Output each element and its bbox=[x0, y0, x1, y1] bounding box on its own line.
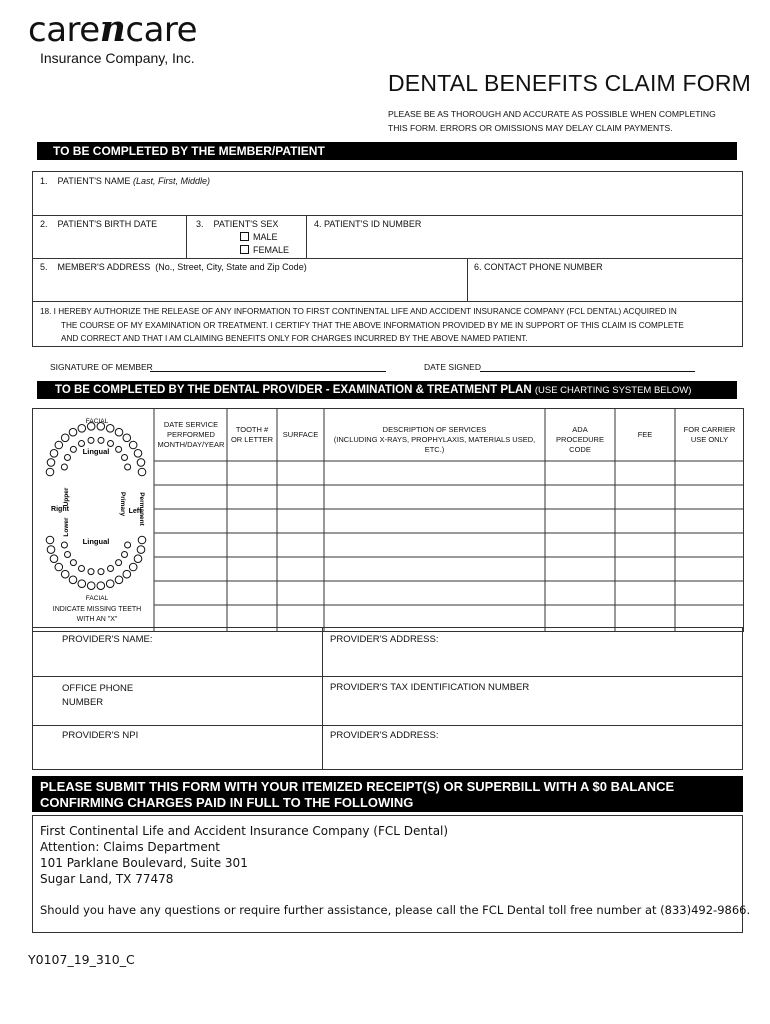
tooth-upper-permanent[interactable] bbox=[129, 441, 137, 449]
col-carrier-use: FOR CARRIER USE ONLY bbox=[683, 425, 736, 444]
questions-note: Should you have any questions or require further assistance, please call the FCL Dental toll free number at (833)492-9866. bbox=[40, 903, 751, 917]
mailing-address: First Continental Life and Accident Insurance Company (FCL Dental) Attention: Claims Department 101 Parklane Boulevard, Suite 301 Sugar Land, TX 77478 bbox=[40, 824, 449, 886]
col-date-service: DATE SERVICE PERFORMED MONTH/DAY/YEAR bbox=[157, 420, 225, 449]
tooth-lower-permanent[interactable] bbox=[123, 570, 131, 578]
tooth-lower-permanent[interactable] bbox=[55, 563, 63, 571]
tooth-lower-primary[interactable] bbox=[79, 566, 85, 572]
female-checkbox[interactable] bbox=[240, 245, 249, 254]
form-title: DENTAL BENEFITS CLAIM FORM bbox=[388, 70, 752, 96]
tooth-upper-primary[interactable] bbox=[108, 441, 114, 447]
tooth-lower-permanent[interactable] bbox=[137, 546, 145, 554]
tooth-upper-primary[interactable] bbox=[88, 437, 94, 443]
tooth-lower-permanent[interactable] bbox=[138, 536, 146, 544]
sex-male-option[interactable]: MALE bbox=[240, 232, 278, 242]
tooth-lower-primary[interactable] bbox=[116, 560, 122, 566]
tooth-upper-permanent[interactable] bbox=[46, 468, 54, 476]
tooth-upper-permanent[interactable] bbox=[50, 450, 58, 458]
office-phone-label: OFFICE PHONE NUMBER bbox=[62, 683, 134, 708]
tooth-upper-primary[interactable] bbox=[116, 446, 122, 452]
col-tooth: TOOTH # OR LETTER bbox=[230, 425, 274, 444]
provider-address-label-1: PROVIDER'S ADDRESS: bbox=[330, 634, 439, 645]
tooth-lower-permanent[interactable] bbox=[87, 582, 95, 590]
tooth-upper-permanent[interactable] bbox=[138, 468, 146, 476]
contact-phone-label: 6. CONTACT PHONE NUMBER bbox=[474, 262, 603, 272]
member-section-heading: TO BE COMPLETED BY THE MEMBER/PATIENT bbox=[37, 142, 737, 160]
company-subtitle: Insurance Company, Inc. bbox=[40, 50, 195, 66]
tooth-upper-primary[interactable] bbox=[98, 437, 104, 443]
chart-lingual-lower: Lingual bbox=[82, 537, 110, 546]
tooth-upper-primary[interactable] bbox=[125, 464, 131, 470]
chart-lower: Lower bbox=[63, 517, 70, 537]
chart-permanent: Permanent bbox=[138, 492, 145, 526]
tooth-upper-permanent[interactable] bbox=[134, 450, 142, 458]
tooth-upper-permanent[interactable] bbox=[115, 428, 123, 436]
provider-name-label: PROVIDER'S NAME: bbox=[62, 634, 153, 645]
tooth-lower-primary[interactable] bbox=[61, 542, 67, 548]
tooth-upper-primary[interactable] bbox=[65, 455, 71, 461]
date-signed-line[interactable] bbox=[480, 371, 695, 372]
tooth-upper-permanent[interactable] bbox=[78, 425, 86, 433]
sex-female-option[interactable]: FEMALE bbox=[240, 245, 289, 255]
chart-facial-top: FACIAL bbox=[85, 418, 109, 425]
tooth-lower-permanent[interactable] bbox=[106, 580, 114, 588]
chart-right: Right bbox=[51, 506, 69, 513]
chart-left: Left bbox=[128, 508, 142, 515]
submit-instructions-banner: PLEASE SUBMIT THIS FORM WITH YOUR ITEMIZED RECEIPT(S) OR SUPERBILL WITH A $0 BALANCE CONFIRMING CHARGES PAID IN FULL TO THE FOLLOWING bbox=[32, 776, 743, 812]
male-checkbox[interactable] bbox=[240, 232, 249, 241]
tooth-upper-permanent[interactable] bbox=[106, 425, 114, 433]
birth-date-label: 2. PATIENT'S BIRTH DATE bbox=[40, 219, 158, 229]
authorization-text: 18. I HEREBY AUTHORIZE THE RELEASE OF ANY INFORMATION TO FIRST CONTINENTAL LIFE AND ACCIDENT INSURANCE COMPANY (FCL DENTAL) ACQUIRED IN THE COURSE OF MY EXAMINATION OR TREATMENT. I CERTIFY THAT THE ABOVE INFORMATION PROVIDED BY ME IN SUPPORT OF THIS CLAIM IS COMPLETE AND CORRECT AND THAT I AM CLAIMING BENEFITS ONLY FOR CHARGES INCURRED BY THE ABOVE NAMED PATIENT. bbox=[40, 307, 684, 343]
tooth-lower-primary[interactable] bbox=[65, 552, 71, 558]
chart-lingual-upper: Lingual bbox=[82, 447, 110, 456]
chart-facial-bottom: FACIAL bbox=[85, 595, 109, 602]
tooth-lower-permanent[interactable] bbox=[115, 576, 123, 584]
tooth-upper-primary[interactable] bbox=[79, 441, 85, 447]
tax-id-label: PROVIDER'S TAX IDENTIFICATION NUMBER bbox=[330, 682, 530, 693]
form-instructions: PLEASE BE AS THOROUGH AND ACCURATE AS POSSIBLE WHEN COMPLETING THIS FORM. ERRORS OR OMISSIONS MAY DELAY CLAIM PAYMENTS. bbox=[388, 109, 716, 133]
chart-primary: Primary bbox=[119, 491, 126, 517]
company-logo: carencare bbox=[28, 8, 198, 50]
tooth-lower-primary[interactable] bbox=[122, 552, 128, 558]
tooth-upper-permanent[interactable] bbox=[55, 441, 63, 449]
tooth-lower-permanent[interactable] bbox=[47, 546, 55, 554]
missing-teeth-note: INDICATE MISSING TEETH WITH AN "X" bbox=[52, 606, 142, 623]
date-signed-label: DATE SIGNED bbox=[424, 362, 481, 372]
col-description: DESCRIPTION OF SERVICES (INCLUDING X-RAYS, PROPHYLAXIS, MATERIALS USED, ETC.) bbox=[333, 425, 536, 454]
tooth-upper-primary[interactable] bbox=[61, 464, 67, 470]
member-address-label: 5. MEMBER'S ADDRESS (No., Street, City, State and Zip Code) bbox=[40, 262, 307, 272]
tooth-upper-permanent[interactable] bbox=[47, 459, 55, 467]
tooth-lower-primary[interactable] bbox=[88, 569, 94, 575]
tooth-lower-permanent[interactable] bbox=[46, 536, 54, 544]
tooth-lower-primary[interactable] bbox=[108, 566, 114, 572]
tooth-upper-primary[interactable] bbox=[70, 446, 76, 452]
provider-section-heading: TO BE COMPLETED BY THE DENTAL PROVIDER - EXAMINATION & TREATMENT PLAN (USE CHARTING SYSTEM BELOW) bbox=[37, 381, 737, 399]
tooth-lower-permanent[interactable] bbox=[129, 563, 137, 571]
tooth-upper-permanent[interactable] bbox=[137, 459, 145, 467]
patient-name-label: 1. PATIENT'S NAME (Last, First, Middle) bbox=[40, 176, 210, 186]
signature-label: SIGNATURE OF MEMBER bbox=[50, 362, 153, 372]
tooth-upper-permanent[interactable] bbox=[123, 434, 131, 442]
tooth-lower-permanent[interactable] bbox=[97, 582, 105, 590]
form-code: Y0107_19_310_C bbox=[28, 952, 135, 967]
tooth-lower-permanent[interactable] bbox=[69, 576, 77, 584]
tooth-lower-permanent[interactable] bbox=[78, 580, 86, 588]
patient-sex-label: 3. PATIENT'S SEX bbox=[196, 219, 279, 229]
col-fee: FEE bbox=[637, 430, 653, 439]
tooth-lower-primary[interactable] bbox=[70, 560, 76, 566]
chart-upper: Upper bbox=[63, 487, 70, 507]
tooth-lower-primary[interactable] bbox=[98, 569, 104, 575]
tooth-upper-primary[interactable] bbox=[122, 455, 128, 461]
tooth-lower-primary[interactable] bbox=[125, 542, 131, 548]
tooth-lower-permanent[interactable] bbox=[61, 570, 69, 578]
provider-address-label-2: PROVIDER'S ADDRESS: bbox=[330, 730, 439, 741]
patient-id-label: 4. PATIENT'S ID NUMBER bbox=[314, 219, 422, 229]
tooth-upper-permanent[interactable] bbox=[61, 434, 69, 442]
tooth-lower-permanent[interactable] bbox=[134, 555, 142, 563]
provider-npi-label: PROVIDER'S NPI bbox=[62, 730, 139, 741]
col-ada-code: ADA PROCEDURE CODE bbox=[556, 425, 604, 454]
col-surface: SURFACE bbox=[282, 430, 319, 439]
signature-line[interactable] bbox=[150, 371, 386, 372]
tooth-chart[interactable] bbox=[40, 414, 152, 606]
tooth-lower-permanent[interactable] bbox=[50, 555, 58, 563]
tooth-upper-permanent[interactable] bbox=[69, 428, 77, 436]
